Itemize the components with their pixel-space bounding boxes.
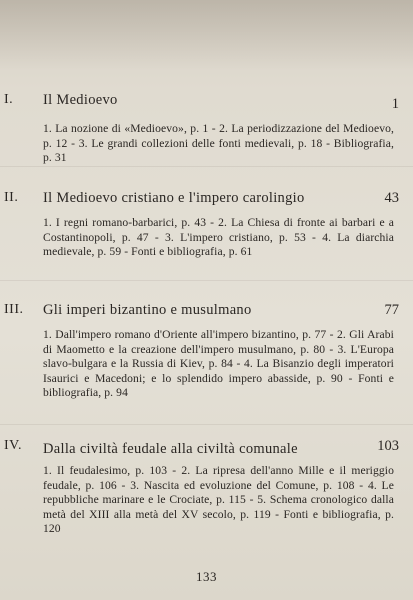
chapter-heading (0, 92, 413, 114)
section-divider (0, 166, 413, 167)
section-divider (0, 280, 413, 281)
chapter-contents: 1. La nozione di «Medioevo», p. 1 - 2. La periodizzazione del Medioevo, p. 12 - 3. Le grandi collezioni delle fonti medievali, p. 18 - Bibliografia, p. 31 (43, 122, 394, 165)
chapter-page-number: 43 (384, 190, 399, 206)
chapter-title: Il Medioevo cristiano e l'impero carolingio (43, 190, 305, 206)
chapter-heading (0, 302, 413, 324)
chapter-title: Il Medioevo (43, 92, 118, 108)
section-divider (0, 424, 413, 425)
chapter-page-number: 77 (384, 302, 399, 318)
toc-chapter-3 (0, 302, 413, 400)
chapter-contents: 1. Il feudalesimo, p. 103 - 2. La ripresa dell'anno Mille e il meriggio feudale, p. 106 - 3. Nascita ed evoluzione del Comune, p. 108 - 4. Le repubbliche marinare e le Crociate, p. 115 - 5. Schema cronologico dalla metà del XIII alla metà del XV secolo, p. 119 - Fonti e bibliografia, p. 120 (43, 464, 394, 536)
chapter-contents: 1. Dall'impero romano d'Oriente all'impero bizantino, p. 77 - 2. Gli Arabi di Maometto e la creazione dell'impero musulmano, p. 80 - 3. L'Europa slavo-bulgara e la Russia di Kiev, p. 84 - 4. La Bisanzio degli imperatori Isaurici e Macedoni; e lo splendido impero abasside, p. 90 - Fonti e bibliografia, p. 94 (43, 328, 394, 400)
chapter-numeral: III. (4, 302, 24, 317)
chapter-page-number: 1 (391, 96, 399, 112)
chapter-heading (0, 190, 413, 212)
chapter-numeral: IV. (4, 438, 22, 453)
chapter-page-number: 103 (377, 438, 399, 454)
toc-chapter-2 (0, 190, 413, 259)
chapter-heading (0, 438, 413, 460)
toc-chapter-1 (0, 92, 413, 165)
chapter-contents: 1. I regni romano-barbarici, p. 43 - 2. La Chiesa di fronte ai barbari e a Costantinopoli, p. 47 - 3. L'impero cristiano, p. 53 - 4. La diarchia medievale, p. 59 - Fonti e bibliografia, p. 61 (43, 216, 394, 259)
page-folio: 133 (196, 569, 217, 584)
chapter-title: Dalla civiltà feudale alla civiltà comunale (43, 441, 298, 457)
page-shadow (0, 0, 413, 70)
chapter-numeral: II. (4, 190, 19, 205)
chapter-title: Gli imperi bizantino e musulmano (43, 302, 252, 318)
toc-chapter-4 (0, 438, 413, 536)
chapter-numeral: I. (4, 92, 14, 107)
